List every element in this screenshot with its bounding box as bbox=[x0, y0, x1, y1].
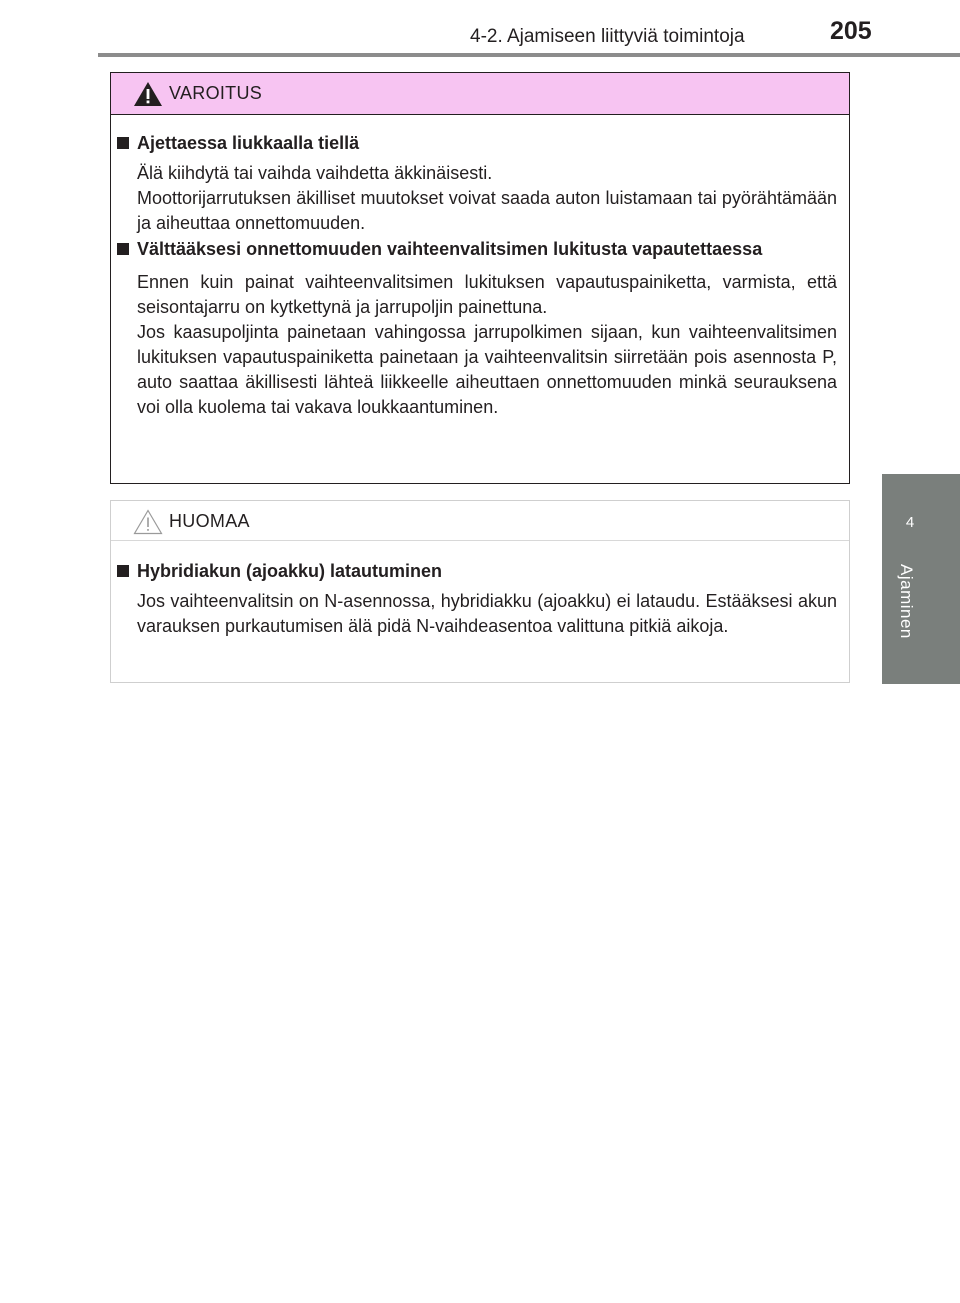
warning-box bbox=[110, 72, 850, 484]
chapter-number: 4 bbox=[905, 514, 915, 531]
section-title-text: Ajettaessa liukkaalla tiellä bbox=[137, 133, 360, 153]
paragraph: Älä kiihdytä tai vaihda vaihdetta äkkinäisesti. bbox=[137, 163, 493, 183]
section-title-text: Välttääksesi onnettomuuden vaihteenvalitsimen lukitusta vapautettaessa bbox=[137, 239, 763, 259]
chapter-tab bbox=[882, 474, 960, 684]
bullet-square-icon bbox=[117, 137, 129, 149]
paragraph: Moottorijarrutuksen äkilliset muutokset voivat saada auton luistamaan tai pyörähtämään ja aiheuttaa onnettomuuden. bbox=[137, 188, 837, 233]
notice-header bbox=[111, 501, 849, 541]
notice-section-battery bbox=[111, 559, 849, 639]
page-number: 205 bbox=[830, 17, 872, 45]
chapter-name: Ajaminen bbox=[897, 564, 916, 639]
warning-section-shift-lock bbox=[111, 237, 849, 420]
section-title bbox=[111, 131, 849, 156]
paragraph: Jos vaihteenvalitsin on N-asennossa, hybridiakku (ajoakku) ei lataudu. Estääksesi akun varauksen purkautumisen älä pidä N-vaihdeasentoa valittuna pitkiä aikoja. bbox=[137, 591, 837, 636]
notice-label: HUOMAA bbox=[169, 511, 250, 531]
warning-triangle-icon bbox=[133, 81, 163, 112]
section-title bbox=[111, 559, 849, 584]
section-title: 4-2. Ajamiseen liittyviä toimintoja bbox=[470, 26, 745, 47]
header-rule bbox=[98, 53, 960, 57]
notice-box bbox=[110, 500, 850, 683]
bullet-square-icon bbox=[117, 243, 129, 255]
warning-label: VAROITUS bbox=[169, 83, 263, 103]
bullet-square-icon bbox=[117, 565, 129, 577]
paragraph: Jos kaasupoljinta painetaan vahingossa jarrupolkimen sijaan, kun vaihteenvalitsimen lukituksen vapautuspainiketta painetaan ja vaihteenvalitsin siirretään pois asennosta P, auto saattaa äkillisesti lähteä liikkeelle aiheuttaen onnettomuuden minkä seurauksena voi olla kuolema tai vakava loukkaantuminen. bbox=[137, 322, 837, 417]
paragraph: Ennen kuin painat vaihteenvalitsimen lukituksen vapautuspainiketta, varmista, että seisontajarru on kytkettynä ja jarrupoljin painettuna. bbox=[137, 272, 837, 317]
section-title-text: Hybridiakun (ajoakku) latautuminen bbox=[137, 561, 443, 581]
warning-header bbox=[111, 73, 849, 115]
warning-section-slippery bbox=[111, 131, 849, 236]
section-title bbox=[111, 237, 849, 262]
caution-triangle-icon bbox=[133, 509, 163, 540]
